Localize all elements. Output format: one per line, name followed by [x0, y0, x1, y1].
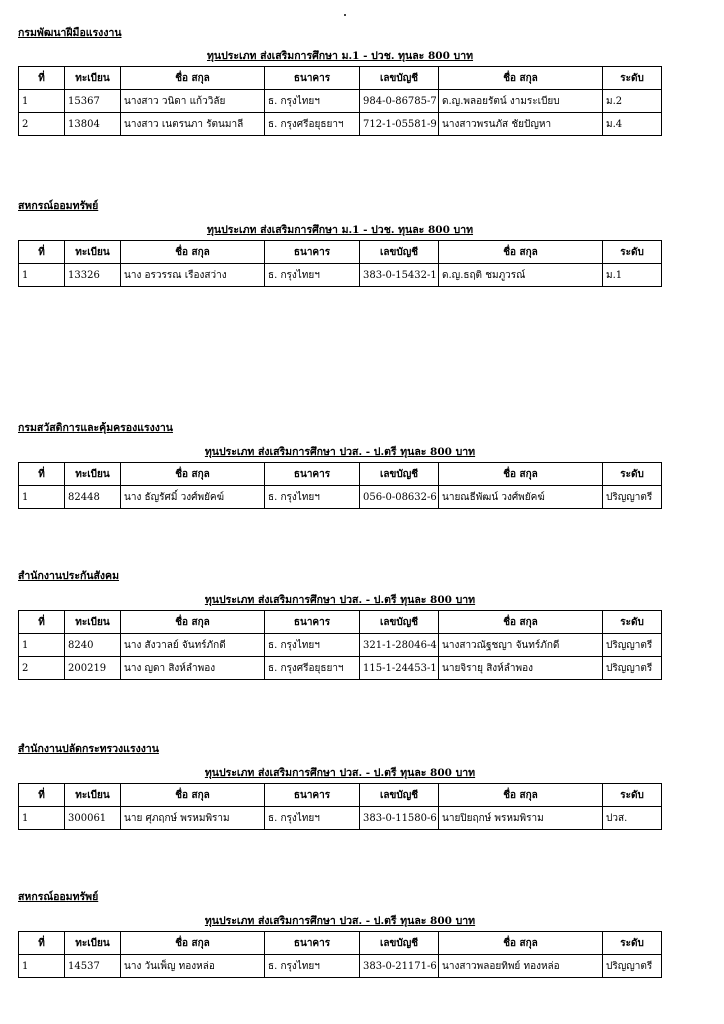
cell-student-name: ด.ญ.ธฤติ ชมภูวรณ์ — [439, 264, 603, 287]
cell-no: 2 — [19, 113, 65, 136]
section-title: กรมสวัสดิการและคุ้มครองแรงงาน — [18, 422, 173, 434]
cell-member-name: นาง วันเพ็ญ ทองหล่อ — [121, 955, 265, 978]
header-student-name: ชื่อ สกุล — [439, 67, 603, 90]
cell-level: ปริญญาตรี — [603, 486, 662, 509]
header-account-number: เลขบัญชี — [360, 784, 439, 807]
cell-level: ม.1 — [603, 264, 662, 287]
header-bank: ธนาคาร — [265, 611, 360, 634]
header-level: ระดับ — [603, 611, 662, 634]
cell-student-name: นายปิยฤกษ์ พรหมพิราม — [439, 807, 603, 830]
cell-registration: 15367 — [65, 90, 121, 113]
table-header-row — [19, 67, 662, 90]
cell-member-name: นาย ศุภฤกษ์ พรหมพิราม — [121, 807, 265, 830]
header-no: ที่ — [19, 463, 65, 486]
header-level: ระดับ — [603, 241, 662, 264]
table-row — [19, 113, 662, 136]
header-student-name: ชื่อ สกุล — [439, 784, 603, 807]
header-account-number: เลขบัญชี — [360, 463, 439, 486]
cell-student-name: ด.ญ.พลอยรัตน์ งามระเบียบ — [439, 90, 603, 113]
table-header-row — [19, 241, 662, 264]
cell-member-name: นาง อรวรรณ เรืองสว่าง — [121, 264, 265, 287]
header-member-name: ชื่อ สกุล — [121, 611, 265, 634]
header-member-name: ชื่อ สกุล — [121, 67, 265, 90]
cell-student-name: นายณธีพัฒน์ วงศ์พยัคฆ์ — [439, 486, 603, 509]
section-title: สหกรณ์ออมทรัพย์ — [18, 891, 99, 903]
header-no: ที่ — [19, 611, 65, 634]
header-no: ที่ — [19, 932, 65, 955]
cell-level: ปริญญาตรี — [603, 657, 662, 680]
cell-level: ปวส. — [603, 807, 662, 830]
cell-student-name: นางสาวณัฐชญา จันทร์ภักดี — [439, 634, 603, 657]
cell-bank: ธ. กรุงไทยฯ — [265, 807, 360, 830]
scholarship-caption: ทุนประเภท ส่งเสริมการศึกษา ม.1 - ปวช. ทุนละ 800 บาท — [206, 50, 474, 62]
scholarship-caption: ทุนประเภท ส่งเสริมการศึกษา ม.1 - ปวช. ทุนละ 800 บาท — [206, 224, 474, 236]
header-registration: ทะเบียน — [65, 932, 121, 955]
cell-bank: ธ. กรุงไทยฯ — [265, 486, 360, 509]
cell-level: ม.4 — [603, 113, 662, 136]
header-bank: ธนาคาร — [265, 67, 360, 90]
cell-bank: ธ. กรุงไทยฯ — [265, 264, 360, 287]
scholarship-caption: ทุนประเภท ส่งเสริมการศึกษา ปวส. - ป.ตรี ทุนละ 800 บาท — [204, 767, 476, 779]
cell-registration: 14537 — [65, 955, 121, 978]
section-title: สหกรณ์ออมทรัพย์ — [18, 200, 99, 212]
header-bank: ธนาคาร — [265, 784, 360, 807]
cell-bank: ธ. กรุงไทยฯ — [265, 90, 360, 113]
cell-account-number: 383-0-21171-6 — [360, 955, 439, 978]
cell-level: ม.2 — [603, 90, 662, 113]
section-title: สำนักงานปลัดกระทรวงแรงงาน — [18, 743, 159, 755]
cell-bank: ธ. กรุงศรีอยุธยาฯ — [265, 113, 360, 136]
scholarship-table — [18, 462, 662, 509]
cell-account-number: 383-0-11580-6 — [360, 807, 439, 830]
header-bank: ธนาคาร — [265, 932, 360, 955]
cell-registration: 300061 — [65, 807, 121, 830]
cell-level: ปริญญาตรี — [603, 634, 662, 657]
header-level: ระดับ — [603, 784, 662, 807]
header-student-name: ชื่อ สกุล — [439, 241, 603, 264]
cell-member-name: นาง ญดา สิงห์ลำพอง — [121, 657, 265, 680]
table-row — [19, 657, 662, 680]
table-row — [19, 634, 662, 657]
cell-no: 1 — [19, 807, 65, 830]
table-header-row — [19, 611, 662, 634]
cell-account-number: 115-1-24453-1 — [360, 657, 439, 680]
header-student-name: ชื่อ สกุล — [439, 611, 603, 634]
cell-account-number: 712-1-05581-9 — [360, 113, 439, 136]
header-account-number: เลขบัญชี — [360, 932, 439, 955]
header-member-name: ชื่อ สกุล — [121, 241, 265, 264]
header-level: ระดับ — [603, 67, 662, 90]
cell-member-name: นาง ธัญรัศมิ์ วงศ์พยัคฆ์ — [121, 486, 265, 509]
table-header-row — [19, 784, 662, 807]
cell-member-name: นาง สังวาลย์ จันทร์ภักดี — [121, 634, 265, 657]
table-row — [19, 90, 662, 113]
section-title: กรมพัฒนาฝีมือแรงงาน — [18, 27, 122, 39]
header-registration: ทะเบียน — [65, 611, 121, 634]
cell-no: 2 — [19, 657, 65, 680]
header-level: ระดับ — [603, 463, 662, 486]
header-registration: ทะเบียน — [65, 67, 121, 90]
header-bank: ธนาคาร — [265, 241, 360, 264]
scholarship-table — [18, 610, 662, 680]
cell-account-number: 383-0-15432-1 — [360, 264, 439, 287]
table-header-row — [19, 932, 662, 955]
header-level: ระดับ — [603, 932, 662, 955]
cell-account-number: 984-0-86785-7 — [360, 90, 439, 113]
cell-level: ปริญญาตรี — [603, 955, 662, 978]
cell-bank: ธ. กรุงไทยฯ — [265, 955, 360, 978]
scholarship-caption: ทุนประเภท ส่งเสริมการศึกษา ปวส. - ป.ตรี ทุนละ 800 บาท — [204, 915, 476, 927]
cell-no: 1 — [19, 634, 65, 657]
cell-member-name: นางสาว เนตรนภา รัตนมาลี — [121, 113, 265, 136]
scholarship-table — [18, 240, 662, 287]
header-registration: ทะเบียน — [65, 241, 121, 264]
header-no: ที่ — [19, 784, 65, 807]
header-bank: ธนาคาร — [265, 463, 360, 486]
cell-student-name: นางสาวพรนภัส ชัยปัญหา — [439, 113, 603, 136]
table-header-row — [19, 463, 662, 486]
header-student-name: ชื่อ สกุล — [439, 463, 603, 486]
header-no: ที่ — [19, 67, 65, 90]
cell-registration: 13804 — [65, 113, 121, 136]
cell-registration: 13326 — [65, 264, 121, 287]
table-row — [19, 955, 662, 978]
scholarship-table — [18, 783, 662, 830]
scholarship-table — [18, 931, 662, 978]
header-member-name: ชื่อ สกุล — [121, 932, 265, 955]
section-title: สำนักงานประกันสังคม — [18, 570, 120, 582]
table-row — [19, 264, 662, 287]
cell-registration: 200219 — [65, 657, 121, 680]
cell-bank: ธ. กรุงศรีอยุธยาฯ — [265, 657, 360, 680]
header-account-number: เลขบัญชี — [360, 67, 439, 90]
stray-dot — [344, 14, 346, 16]
table-row — [19, 807, 662, 830]
header-registration: ทะเบียน — [65, 463, 121, 486]
cell-member-name: นางสาว วนิดา แก้ววิลัย — [121, 90, 265, 113]
header-member-name: ชื่อ สกุล — [121, 784, 265, 807]
header-no: ที่ — [19, 241, 65, 264]
scholarship-caption: ทุนประเภท ส่งเสริมการศึกษา ปวส. - ป.ตรี ทุนละ 800 บาท — [204, 446, 476, 458]
cell-registration: 82448 — [65, 486, 121, 509]
scholarship-caption: ทุนประเภท ส่งเสริมการศึกษา ปวส. - ป.ตรี ทุนละ 800 บาท — [204, 594, 476, 606]
scholarship-table — [18, 66, 662, 136]
cell-account-number: 056-0-08632-6 — [360, 486, 439, 509]
header-account-number: เลขบัญชี — [360, 611, 439, 634]
cell-student-name: นายจิรายุ สิงห์ลำพอง — [439, 657, 603, 680]
cell-no: 1 — [19, 486, 65, 509]
cell-no: 1 — [19, 90, 65, 113]
cell-student-name: นางสาวพลอยทิพย์ ทองหล่อ — [439, 955, 603, 978]
header-student-name: ชื่อ สกุล — [439, 932, 603, 955]
header-account-number: เลขบัญชี — [360, 241, 439, 264]
cell-registration: 8240 — [65, 634, 121, 657]
cell-bank: ธ. กรุงไทยฯ — [265, 634, 360, 657]
table-row — [19, 486, 662, 509]
header-registration: ทะเบียน — [65, 784, 121, 807]
header-member-name: ชื่อ สกุล — [121, 463, 265, 486]
cell-account-number: 321-1-28046-4 — [360, 634, 439, 657]
cell-no: 1 — [19, 955, 65, 978]
cell-no: 1 — [19, 264, 65, 287]
